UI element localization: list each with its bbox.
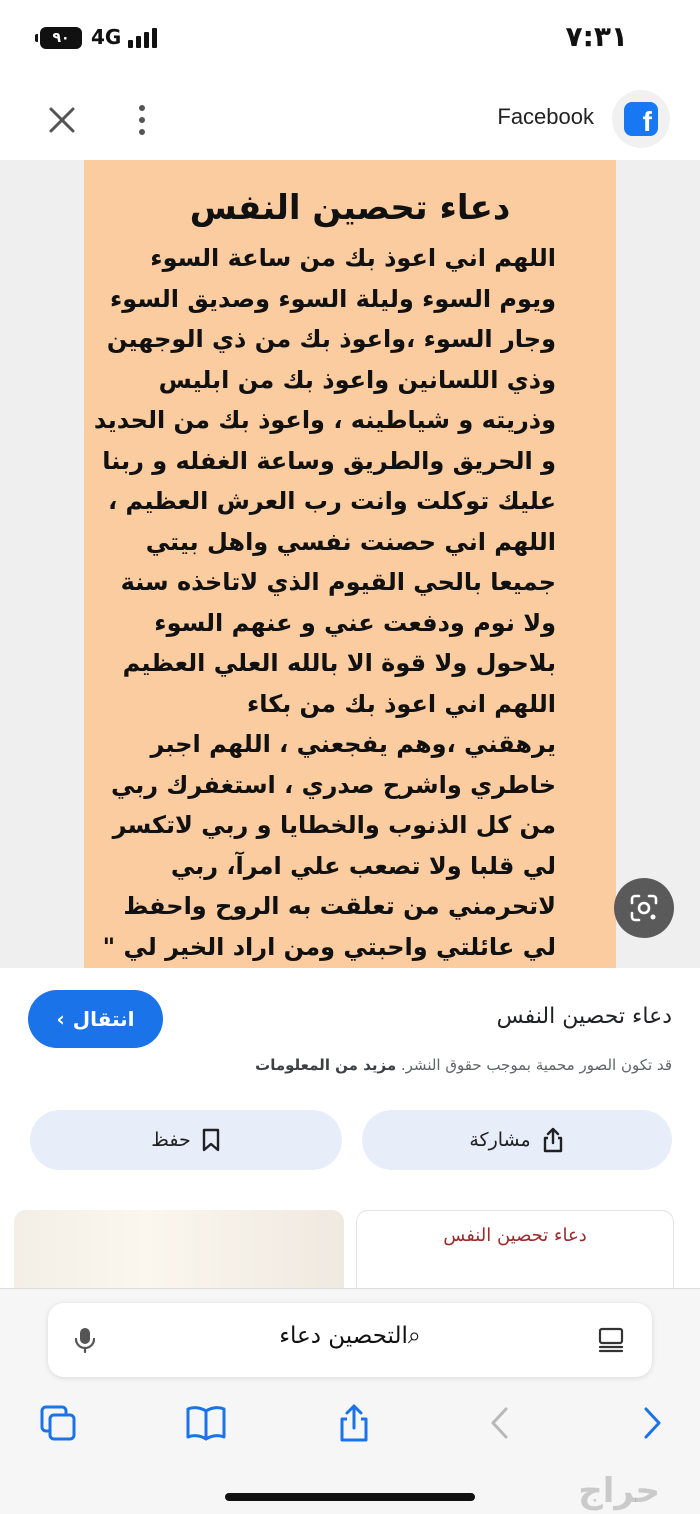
prayer-line: لي قلبا ولا تصعب علي امرآ، ربي bbox=[170, 851, 556, 880]
prayer-line: اللهم اني اعوذ بك من ساعة السوء bbox=[150, 244, 556, 272]
facebook-icon: f bbox=[624, 102, 658, 136]
chevron-left-icon: ‹ bbox=[56, 1007, 65, 1031]
save-label: حفظ bbox=[151, 1129, 191, 1151]
share-icon bbox=[541, 1127, 565, 1153]
browser-toolbar bbox=[0, 1288, 700, 1514]
reader-icon[interactable] bbox=[596, 1325, 626, 1355]
prayer-line: ولا نوم ودفعت عني و عنهم السوء bbox=[154, 608, 556, 637]
prayer-line: وجار السوء ،واعوذ بك من ذي الوجهين bbox=[106, 325, 556, 353]
prayer-line: يرهقني ،وهم يفجعني ، اللهم اجبر bbox=[150, 730, 556, 758]
visit-label: انتقال bbox=[72, 1007, 135, 1031]
signal-icon bbox=[128, 28, 157, 48]
prayer-title: دعاء تحصين النفس bbox=[189, 188, 511, 228]
prayer-line: وذي اللسانين واعوذ بك من ابليس bbox=[158, 365, 556, 394]
copyright-notice bbox=[255, 1056, 672, 1074]
search-icon: ⌕ bbox=[407, 1323, 421, 1349]
save-button[interactable] bbox=[30, 1110, 342, 1170]
status-bar bbox=[0, 0, 700, 80]
address-bar[interactable] bbox=[48, 1303, 652, 1377]
prayer-line: اللهم اني اعوذ بك من بكاء bbox=[246, 689, 556, 718]
visual-search-button[interactable] bbox=[614, 878, 674, 938]
query-text: التحصين دعاء bbox=[279, 1323, 408, 1349]
related-image-thumbnail[interactable] bbox=[356, 1210, 674, 1290]
lens-icon bbox=[628, 892, 660, 924]
share-icon bbox=[337, 1403, 371, 1443]
status-time: ٧:٣١ bbox=[565, 20, 628, 53]
share-page-button[interactable] bbox=[332, 1401, 376, 1445]
prayer-line: وذريته و شياطينه ، واعوذ بك من الحديد bbox=[93, 406, 556, 434]
back-button[interactable] bbox=[478, 1401, 522, 1445]
chevron-right-icon bbox=[640, 1405, 664, 1441]
bookmark-icon bbox=[201, 1128, 221, 1152]
visit-button[interactable] bbox=[28, 990, 163, 1048]
prayer-line: و الحريق والطريق وساعة الغفله و ربنا bbox=[102, 446, 556, 475]
watermark: حراج bbox=[578, 1471, 660, 1511]
prayer-text bbox=[93, 238, 556, 967]
close-button[interactable] bbox=[40, 98, 84, 142]
prayer-line: من كل الذنوب والخطايا و ربي لاتكسر bbox=[112, 811, 556, 839]
prayer-line: عليك توكلت وانت رب العرش العظيم ، bbox=[108, 487, 556, 515]
tabs-button[interactable] bbox=[36, 1401, 80, 1445]
forward-button[interactable] bbox=[630, 1401, 674, 1445]
network-type: 4G bbox=[91, 25, 122, 49]
battery-indicator: ٩٠ bbox=[40, 27, 82, 49]
bookmarks-button[interactable] bbox=[184, 1401, 228, 1445]
thumbnail-title: دعاء تحصين النفس bbox=[443, 1225, 587, 1246]
source-favicon[interactable] bbox=[612, 90, 670, 148]
search-query[interactable] bbox=[48, 1323, 652, 1349]
result-info-panel bbox=[0, 968, 700, 1288]
result-title: دعاء تحصين النفس bbox=[496, 1004, 672, 1029]
close-icon bbox=[49, 107, 75, 133]
prayer-image[interactable] bbox=[84, 160, 616, 968]
tabs-icon bbox=[38, 1403, 78, 1443]
source-site-name[interactable]: Facebook bbox=[497, 104, 594, 129]
prayer-line: اللهم اني حصنت نفسي واهل بيتي bbox=[145, 527, 556, 556]
prayer-line: بلاحول ولا قوة الا بالله العلي العظيم bbox=[122, 649, 556, 677]
home-indicator bbox=[225, 1493, 475, 1501]
chevron-left-icon bbox=[488, 1405, 512, 1441]
related-image-thumbnail[interactable] bbox=[14, 1210, 344, 1290]
more-info-link[interactable]: مزيد من المعلومات bbox=[255, 1056, 397, 1074]
more-options-button[interactable] bbox=[122, 98, 162, 142]
dot-icon bbox=[139, 129, 145, 135]
prayer-line: خاطري واشرح صدري ، استغفرك ربي bbox=[110, 770, 556, 799]
copyright-text: قد تكون الصور محمية بموجب حقوق النشر. bbox=[400, 1056, 672, 1074]
viewer-header bbox=[0, 80, 700, 160]
prayer-line: لاتحرمني من تعلقت به الروح واحفظ bbox=[123, 892, 556, 920]
dot-icon bbox=[139, 117, 145, 123]
share-label: مشاركة bbox=[469, 1129, 531, 1151]
image-preview bbox=[0, 160, 700, 968]
dot-icon bbox=[139, 105, 145, 111]
prayer-line: ويوم السوء وليلة السوء وصديق السوء bbox=[110, 284, 556, 313]
bottom-toolbar bbox=[0, 1401, 700, 1461]
prayer-line: لي عائلتي واحبتي ومن اراد الخير لي " bbox=[102, 932, 556, 961]
share-button[interactable] bbox=[362, 1110, 672, 1170]
prayer-line: جميعا بالحي القيوم الذي لاتاخذه سنة bbox=[120, 568, 556, 596]
book-icon bbox=[185, 1405, 227, 1441]
